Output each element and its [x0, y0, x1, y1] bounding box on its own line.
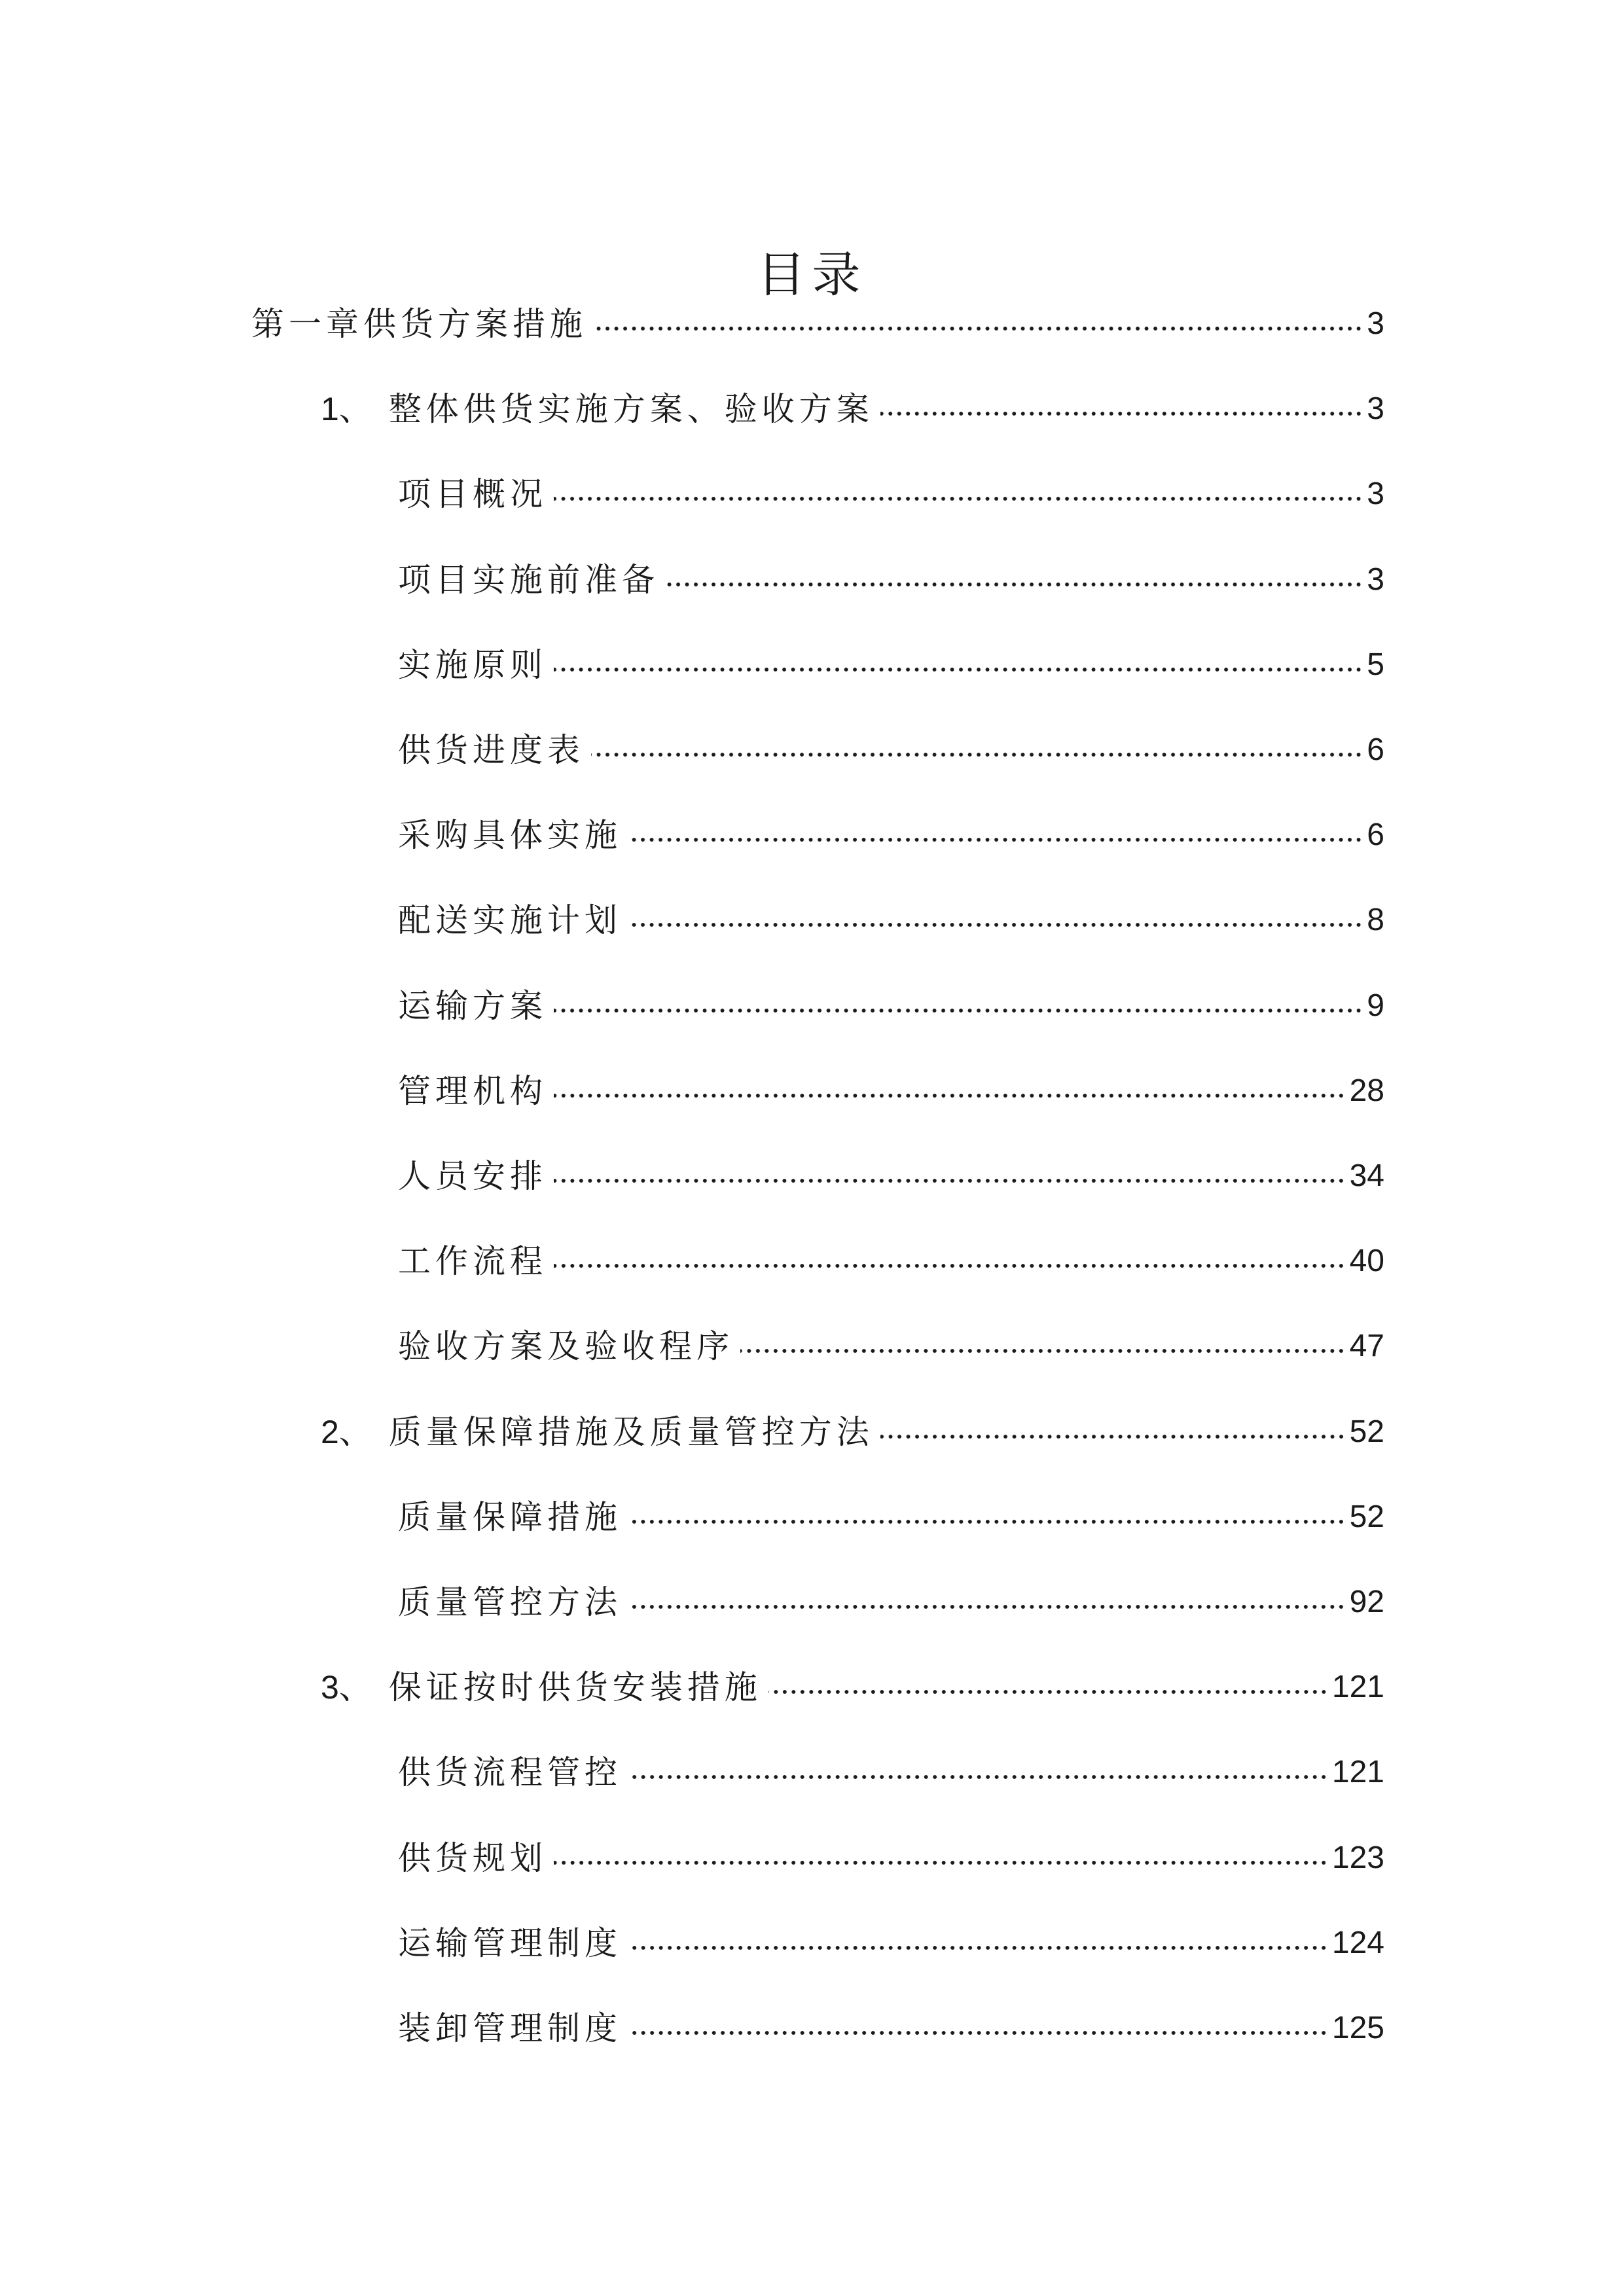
- dot-leader: [666, 580, 1363, 589]
- toc-entry-number: 2、: [321, 1413, 372, 1450]
- toc-entry-title: [398, 2002, 626, 2054]
- toc-entry-title: [398, 1491, 626, 1543]
- toc-entry-text: 整体供货实施方案、验收方案: [388, 390, 874, 429]
- toc-page-number: 5: [1367, 647, 1384, 682]
- toc-entry-title: [321, 1406, 878, 1458]
- toc-entry-title: [398, 1832, 551, 1884]
- toc-entry[interactable]: [398, 1491, 1384, 1543]
- toc-entry-text: 供货规划: [398, 1839, 547, 1877]
- dot-leader: [554, 1261, 1346, 1270]
- toc-entry[interactable]: [398, 2002, 1384, 2054]
- toc-page-number: 3: [1367, 391, 1384, 427]
- toc-page-number: 3: [1367, 562, 1384, 597]
- toc-page-number: 40: [1349, 1244, 1384, 1279]
- toc-page-number: 125: [1331, 2011, 1384, 2045]
- toc-entry-text: 配送实施计划: [398, 901, 622, 940]
- toc-entry[interactable]: [398, 1320, 1384, 1372]
- toc-entry-title: [398, 639, 551, 691]
- toc-entry-title: [398, 1917, 626, 1969]
- toc-entry-text: 人员安排: [398, 1157, 547, 1195]
- toc-entry-text: 质量管控方法: [398, 1583, 622, 1621]
- toc-page-number: 121: [1331, 1755, 1384, 1790]
- toc-page-number: 8: [1367, 903, 1384, 938]
- toc-page-number: 6: [1367, 732, 1384, 767]
- dot-leader: [628, 835, 1363, 844]
- toc-page-number: 124: [1331, 1925, 1384, 1960]
- toc-entry[interactable]: [398, 554, 1384, 606]
- toc-entry[interactable]: [398, 1576, 1384, 1628]
- toc-entry-title: [321, 383, 878, 435]
- toc-entry-text: 装卸管理制度: [398, 2009, 622, 2047]
- toc-entry[interactable]: [398, 468, 1384, 520]
- page-title: 目录: [757, 246, 867, 303]
- toc-entry-text: 工作流程: [398, 1242, 547, 1281]
- dot-leader: [768, 1687, 1328, 1696]
- toc-page-number: 3: [1367, 306, 1384, 341]
- toc-entry[interactable]: [321, 383, 1384, 435]
- toc-page-number: 3: [1367, 476, 1384, 512]
- toc-entry-title: [398, 724, 588, 776]
- toc-entry-text: 保证按时供货安装措施: [388, 1668, 762, 1707]
- toc-page-number: 92: [1349, 1585, 1384, 1619]
- dot-leader: [554, 1006, 1363, 1015]
- dot-leader: [880, 1432, 1346, 1441]
- dot-leader: [628, 920, 1363, 929]
- dot-leader: [554, 1858, 1328, 1867]
- toc-entry-title: [398, 809, 626, 861]
- toc-entry-text: 管理机构: [398, 1071, 547, 1110]
- toc-entry[interactable]: [398, 1150, 1384, 1202]
- toc-page-number: 123: [1331, 1840, 1384, 1875]
- toc-entry[interactable]: [398, 1917, 1384, 1969]
- dot-leader: [880, 409, 1363, 418]
- toc-entry-text: 实施原则: [398, 645, 547, 684]
- toc-entry[interactable]: [321, 1661, 1384, 1713]
- toc-entry-number: 3、: [321, 1669, 372, 1706]
- toc-page-number: 121: [1331, 1670, 1384, 1705]
- toc-entry[interactable]: [398, 639, 1384, 691]
- toc-page-number: 47: [1349, 1329, 1384, 1364]
- dot-leader: [554, 494, 1363, 503]
- toc-entry-title: [398, 1065, 551, 1117]
- dot-leader: [628, 1943, 1328, 1952]
- toc-entry[interactable]: [398, 1746, 1384, 1799]
- toc-entry-text: 验收方案及验收程序: [398, 1327, 734, 1366]
- toc-entry-title: [398, 1150, 551, 1202]
- toc-entry-title: [398, 1746, 626, 1799]
- dot-leader: [740, 1346, 1346, 1355]
- toc-entry-title: [251, 298, 591, 350]
- toc-page-number: 52: [1349, 1414, 1384, 1449]
- dot-leader: [594, 324, 1363, 333]
- toc-entry-text: 质量保障措施及质量管控方法: [388, 1412, 874, 1451]
- toc-entry-text: 质量保障措施: [398, 1498, 622, 1536]
- toc-entry-title: [398, 894, 626, 946]
- toc-entry-number: 1、: [321, 391, 372, 428]
- toc-entry[interactable]: [398, 1065, 1384, 1117]
- dot-leader: [554, 665, 1363, 674]
- toc-entry[interactable]: [398, 894, 1384, 946]
- dot-leader: [628, 1602, 1346, 1611]
- toc-entry-text: 供货流程管控: [398, 1753, 622, 1792]
- dot-leader: [628, 1517, 1346, 1526]
- toc-entry-text: 采购具体实施: [398, 816, 622, 855]
- toc-entry-title: [321, 1661, 766, 1713]
- toc-entry-title: [398, 1320, 738, 1372]
- toc-entry[interactable]: [321, 1406, 1384, 1458]
- toc-entry-title: [398, 554, 663, 606]
- toc-page-number: 9: [1367, 988, 1384, 1023]
- toc-entry[interactable]: [398, 1235, 1384, 1287]
- toc-page-number: 52: [1349, 1499, 1384, 1534]
- dot-leader: [628, 1772, 1328, 1782]
- toc-entry[interactable]: [398, 809, 1384, 861]
- toc-entry-text: 运输管理制度: [398, 1924, 622, 1962]
- toc-entry-text: 运输方案: [398, 986, 547, 1025]
- toc-entry[interactable]: [398, 980, 1384, 1032]
- toc-entry[interactable]: [251, 298, 1384, 350]
- toc-entry-title: [398, 468, 551, 520]
- toc-entry-text: 第一章供货方案措施: [251, 305, 587, 343]
- toc-entry-text: 项目实施前准备: [398, 560, 659, 599]
- dot-leader: [591, 750, 1363, 759]
- toc-entry-title: [398, 1235, 551, 1287]
- toc-entry-text: 供货进度表: [398, 731, 585, 769]
- dot-leader: [628, 2028, 1328, 2037]
- toc-entry[interactable]: [398, 1832, 1384, 1884]
- toc-page-number: 28: [1349, 1073, 1384, 1108]
- toc-page-number: 34: [1349, 1158, 1384, 1193]
- dot-leader: [554, 1176, 1346, 1185]
- toc-entry-title: [398, 1576, 626, 1628]
- dot-leader: [554, 1091, 1346, 1100]
- toc-page-number: 6: [1367, 817, 1384, 853]
- toc-entry[interactable]: [398, 724, 1384, 776]
- toc-entry-title: [398, 980, 551, 1032]
- toc-entry-text: 项目概况: [398, 475, 547, 514]
